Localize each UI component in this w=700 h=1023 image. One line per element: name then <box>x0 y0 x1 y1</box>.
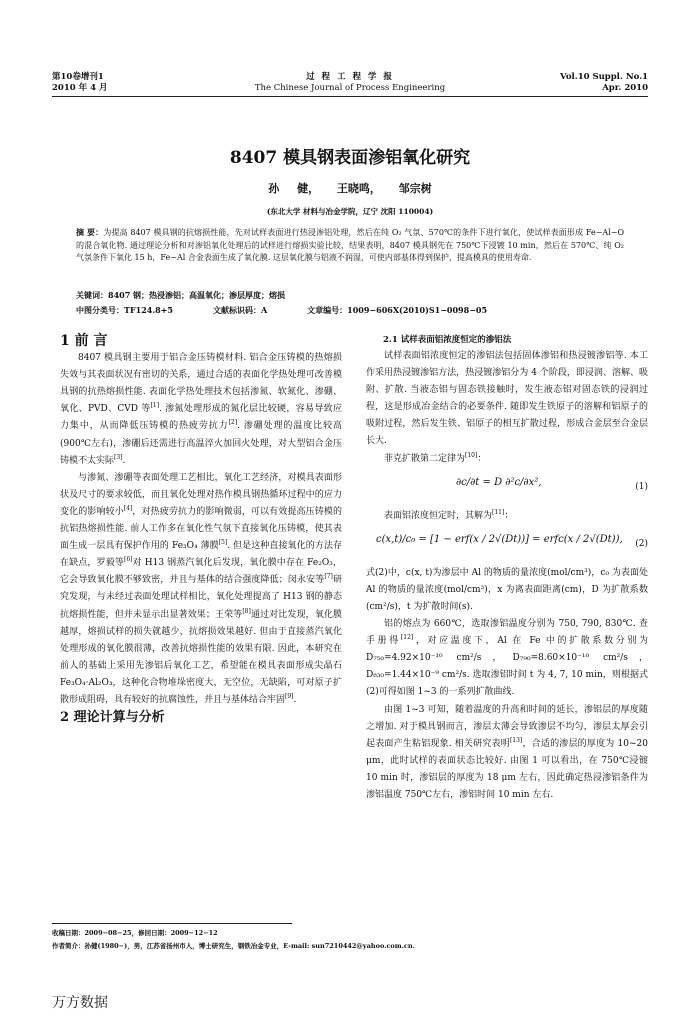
equation-1-body: ∂c/∂t = D ∂²c/∂x², <box>456 476 542 488</box>
journal-volume-info-en <box>560 72 648 94</box>
volume-issue-en: Vol.10 Suppl. No.1 <box>560 72 648 82</box>
keywords <box>76 290 624 301</box>
conclusion-paragraph: 由图 1~3 可知，随着温度的升高和时间的延长，渗铝层的厚度随之增加. 对于模具钢而言，渗层太薄会导致渗层不均匀，渗层太厚会引起表面产生粘铝现象. 相关研究表明[13]，合适的渗层的厚度为 10~20 μm，此时试样的表面状态比较好. 由图 1 可以看出，在 750℃浸镀 10 min 时，渗铝层的厚度为 18 μm 左右，因此确定热浸渗铝条件为渗铝温度 750℃左右，渗铝时间 10 min 左右. <box>366 704 648 800</box>
diffusion-coefficients-paragraph: 铝的熔点为 660℃，选取渗铝温度分别为 750, 790, 830℃. 查手册得[12]，对应温度下，Al 在 Fe 中的扩散系数分别为 D₇₅₀=4.92×10⁻¹⁰ cm²/s，D₇₉₀=8.60×10⁻¹⁰ cm²/s，D₈₃₀=1.44×10⁻⁹ cm²/s. 选取渗铝时间 t 为 4, 7, 10 min，则根据式(2)可得如图 1~3 的一系列扩散曲线. <box>366 619 648 698</box>
volume-issue: 第10卷增刊1 <box>52 72 104 82</box>
right-column <box>366 333 648 804</box>
solution-intro: 表面铝浓度恒定时，其解为[11]： <box>384 508 514 521</box>
classification-line <box>76 305 624 316</box>
equation-2-body: c(x,t)/c₀ = [1 − erf(x / 2√(Dt))] = erfc(x / 2√(Dt)), <box>376 533 623 545</box>
section-1-title: 1 前 言 <box>60 333 108 349</box>
fick-law-intro: 菲克扩散第二定律为[10]： <box>384 451 487 464</box>
intro-paragraph-1: 8407 模具钢主要用于铝合金压铸模材料. 铝合金压铸模的热熔损失效与其表面状况有密切的关系，通过合适的表面化学热处理可改善模具钢的抗热熔损性能. 表面化学热处理技术包括渗氮、软氮化、渗硼、氧化、PVD、CVD 等[1]. 渗氮处理形成的氮化层比较硬，容易导致应力集中，从而降低压铸模的热疲劳抗力[2]. 渗硼处理的温度比较高(900℃左右)，渗硼后还需进行高温淬火加回火处理，对大型铝合金压铸模不太实际[3]. <box>60 353 342 466</box>
author-bio-footnote: 作者简介：孙健(1980−)，男，江苏省扬州市人，博士研究生，钢铁冶金专业，E-mail: sun7210442@yahoo.com.cn. <box>52 942 415 950</box>
abstract-text: 为提高 8407 模具钢的抗熔损性能，先对试样表面进行热浸渗铝处理，然后在纯 O₂ 气氛、570℃的条件下进行氧化，使试样表面形成 Fe−Al−O 的混合氧化物. 通过理论分析和对渗铝氧化处理后的试样进行熔损实验比较，结果表明，8407 模具钢先在 750℃下浸镀 10 min，然后在 570℃、纯 O₂ 气氛条件下氧化 15 h，Fe−Al 合金表面生成了氧化膜. 这层氧化膜与铝液不润湿，可使内部基体得到保护，提高模具的使用寿命. <box>76 228 624 263</box>
authors: 孙 健， 王晓鸣， 邹宗树 <box>268 182 432 195</box>
equation-2-number: (2) <box>635 538 648 549</box>
paper-title: 8407 模具钢表面渗铝氧化研究 <box>229 148 471 168</box>
article-number: 文章编号：1009−606X(2010)S1−0098−05 <box>307 305 488 315</box>
publication-date-en: Apr. 2010 <box>602 83 648 93</box>
header-rule <box>52 96 648 97</box>
subsection-2-1-title: 2.1 试样表面铝浓度恒定的渗铝法 <box>383 335 512 345</box>
publication-date-cn: 2010 年 4 月 <box>52 83 108 93</box>
keywords-text: 8407 钢；热浸渗铝；高温氧化；渗层厚度；熔损 <box>108 290 286 300</box>
abstract <box>76 226 624 265</box>
document-code: 文献标识码：A <box>212 305 268 315</box>
abstract-label: 摘 要： <box>76 227 104 237</box>
equation-1 <box>366 470 648 504</box>
left-column <box>60 333 342 726</box>
clc-number: 中图分类号：TF124.8+5 <box>76 305 173 315</box>
journal-name-cn: 过 程 工 程 学 报 <box>306 72 394 82</box>
equation-2 <box>366 527 648 561</box>
equation-1-number: (1) <box>635 481 648 492</box>
journal-name-en: The Chinese Journal of Process Engineering <box>254 83 446 93</box>
section-2-title: 2 理论计算与分析 <box>60 710 165 726</box>
watermark: 万方数据 <box>52 995 108 1011</box>
method-paragraph: 试样表面铝浓度恒定的渗铝法包括固体渗铝和热浸镀渗铝等. 本工作采用热浸镀渗铝方法，热浸镀渗铝分为 4 个阶段，即浸润、溶解、吸附、扩散. 当液态铝与固态铁接触时，发生液态铝对固态铁的浸润过程，这是形成冶金结合的必要条件. 随即发生铁原子的溶解和铝原子的吸附过程，然后发生铁、铝原子的相互扩散过程，形成合金层至合金层长大. <box>366 351 648 447</box>
footnote-rule <box>52 923 292 924</box>
intro-paragraph-2: 与渗氮、渗硼等表面处理工艺相比，氧化工艺经济，对模具表面形状及尺寸的要求较低，而且氧化处理对热作模具钢热循环过程中的应力变化的影响较小[4]，对热疲劳抗力的影响微弱，可以有效提高压铸模的抗铝热熔损性能. 前人工作多在氧化性气氛下直接氧化压铸模，使其表面生成一层具有保护作用的 Fe₃O₄ 薄膜[5]. 但是这种直接氧化的方法存在缺点，罗毅等[6]对 H13 钢蒸汽氧化后发现，氧化膜中存在 Fe₂O₃，它会导致氧化膜不够致密，并且与基体的结合强度降低；闵永安等[7]研究发现，与未经过表面处理试样相比，氧化处理提高了 H13 钢的静态抗熔损性能，但并未显示出显著效果；王荣等[8]通过对比发现，氧化膜越厚，熔损试样的损失就越少，抗熔损效果越好. 但由于直接蒸汽氧化处理形成的氧化膜很薄，改善抗熔损性能的效果有限. 因此，本研究在前人的基础上采用先渗铝后氧化工艺，希望能在模具表面形成尖晶石 Fe₃O₄·Al₂O₃，这种化合物堆垛密度大，无空位，无缺陷，可对原子扩散形成阻碍，具有较好的抗腐蚀性，并且与基体结合牢固[9]. <box>60 472 342 705</box>
affiliation: (东北大学 材料与冶金学院，辽宁 沈阳 110004) <box>266 207 434 216</box>
keywords-label: 关键词： <box>76 290 108 300</box>
variable-definitions: 式(2)中，c(x, t)为渗层中 Al 的物质的量浓度(mol/cm³)，c₀ 为表面处 Al 的物质的量浓度(mol/cm³)，x 为离表面距离(cm)，D 为扩散系数(cm²/s)，t 为扩散时间(s). <box>366 567 648 612</box>
received-date-footnote: 收稿日期：2009−08−25，修回日期：2009−12−12 <box>52 929 218 937</box>
